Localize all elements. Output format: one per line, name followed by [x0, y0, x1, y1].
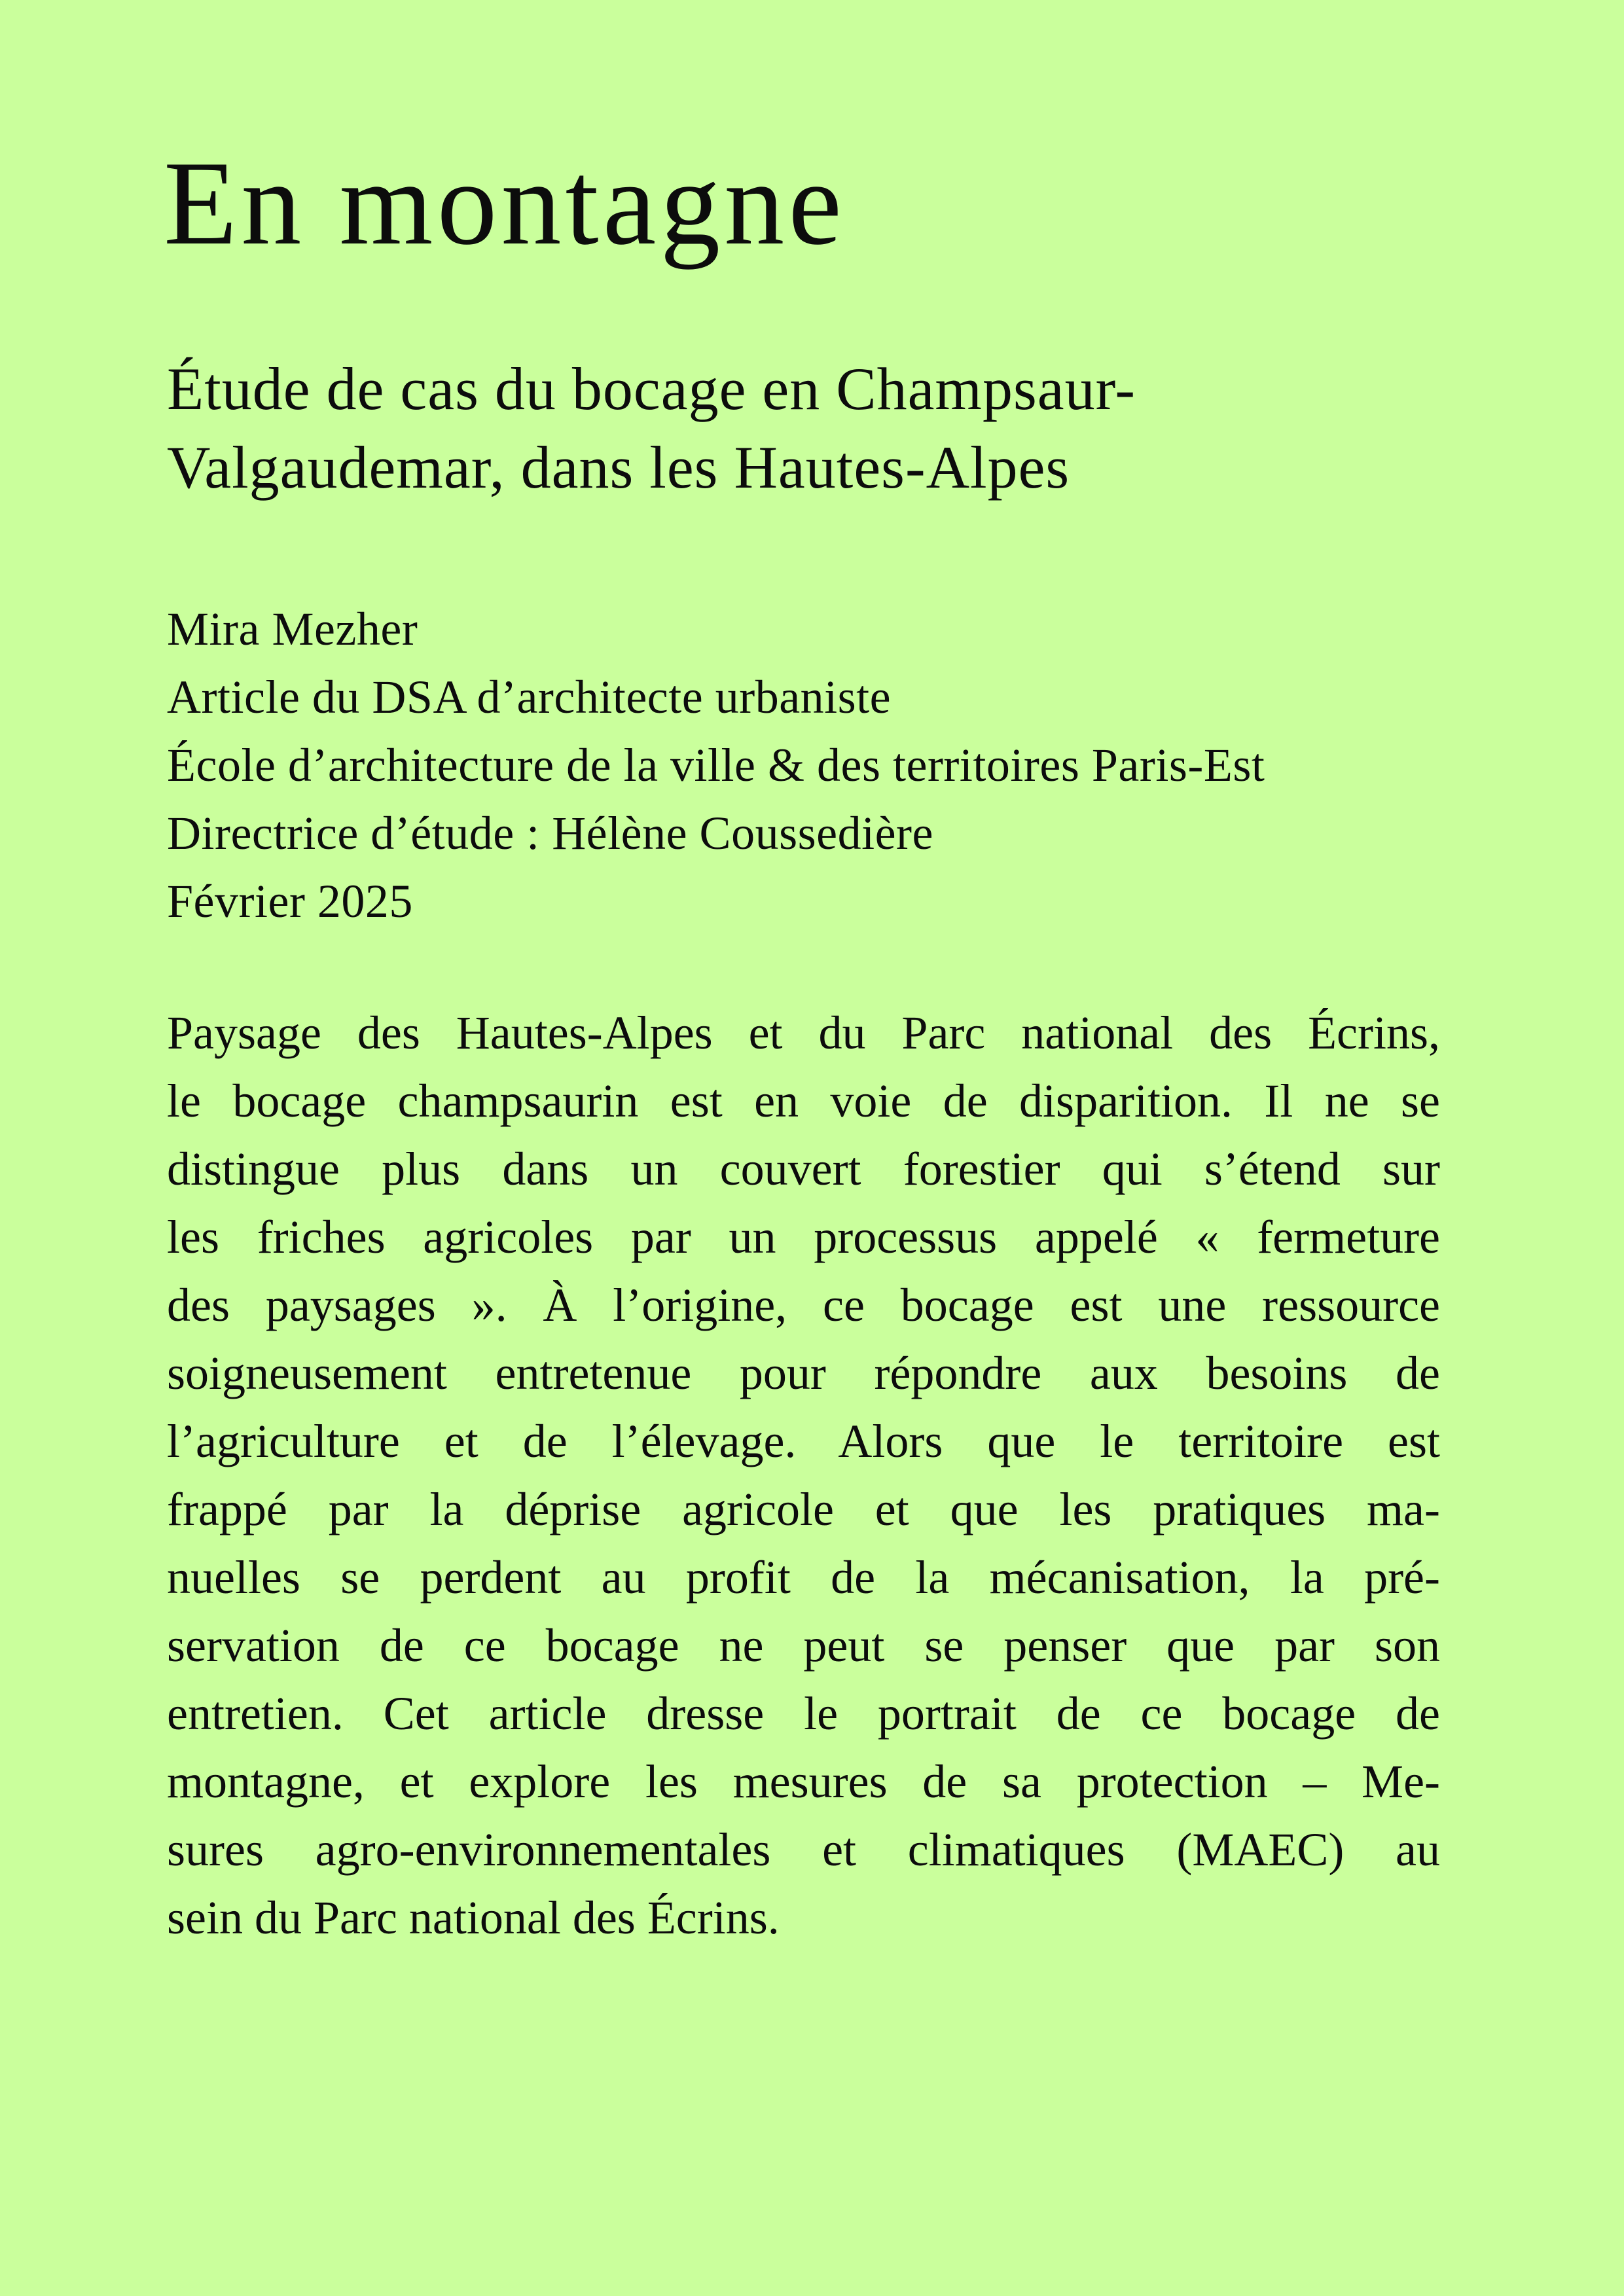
byline-block [167, 595, 1476, 935]
abstract-line: distingue plus dans un couvert forestier qui s’étend sur [167, 1143, 1440, 1195]
abstract-line: entretien. Cet article dresse le portrait de ce bocage de [167, 1687, 1440, 1740]
article-subtitle [167, 350, 1476, 507]
abstract-line: soigneusement entretenue pour répondre aux besoins de [167, 1347, 1440, 1399]
abstract-line: sures agro-environnementales et climatiques (MAEC) au [167, 1823, 1440, 1876]
article-subtitle-line: Étude de cas du bocage en Champsaur- [167, 355, 1136, 422]
abstract-line: frappé par la déprise agricole et que les pratiques ma- [167, 1483, 1440, 1535]
byline-school: École d’architecture de la ville & des territoires Paris-Est [167, 739, 1265, 791]
abstract-line: sein du Parc national des Écrins. [167, 1892, 780, 1944]
article-title: En montagne [164, 136, 846, 270]
byline-article-type: Article du DSA d’architecte urbaniste [167, 671, 892, 723]
abstract-line: nuelles se perdent au profit de la mécanisation, la pré- [167, 1551, 1440, 1604]
abstract-line: l’agriculture et de l’élevage. Alors que le territoire est [167, 1415, 1440, 1467]
article-subtitle-line: Valgaudemar, dans les Hautes-Alpes [167, 434, 1070, 501]
abstract-line: Paysage des Hautes-Alpes et du Parc national des Écrins, [167, 1007, 1440, 1059]
byline-author: Mira Mezher [167, 603, 418, 655]
abstract-line: des paysages ». À l’origine, ce bocage est une ressource [167, 1279, 1440, 1331]
abstract-line: le bocage champsaurin est en voie de disparition. Il ne se [167, 1075, 1440, 1127]
byline-date: Février 2025 [167, 875, 413, 927]
abstract-line: montagne, et explore les mesures de sa protection – Me- [167, 1755, 1440, 1808]
abstract [167, 999, 1440, 1952]
abstract-line: les friches agricoles par un processus appelé « fermeture [167, 1211, 1440, 1263]
abstract-line: servation de ce bocage ne peut se penser que par son [167, 1619, 1440, 1672]
byline-director: Directrice d’étude : Hélène Coussedière [167, 807, 933, 859]
